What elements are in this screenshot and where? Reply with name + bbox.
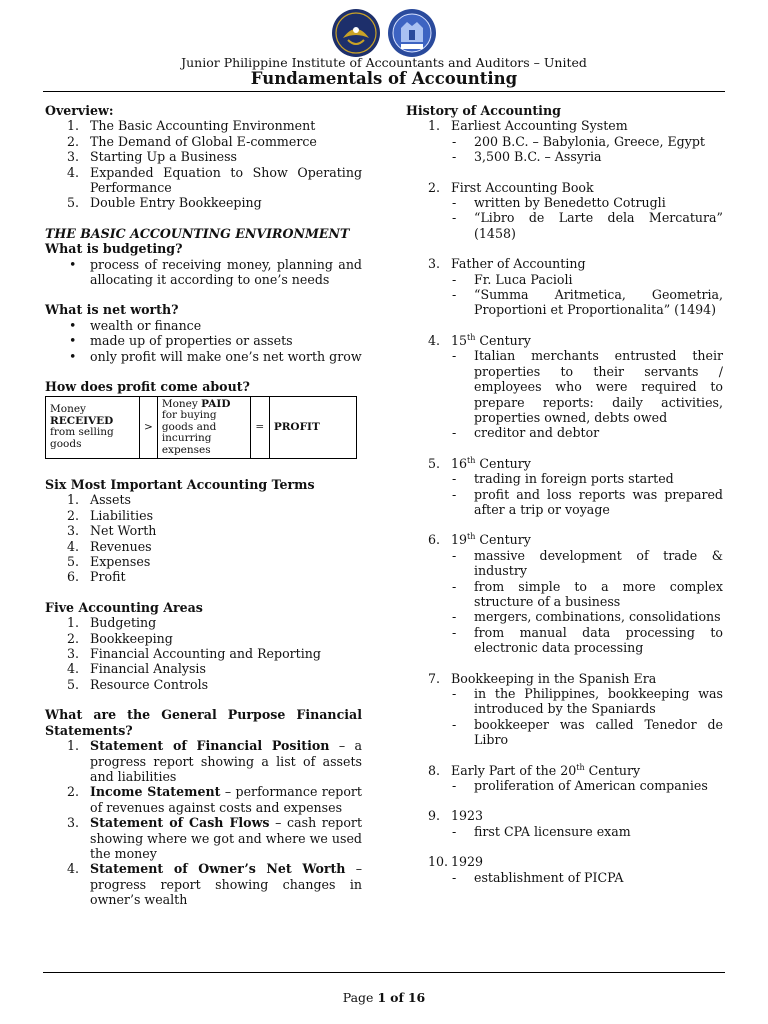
history-detail-text: Fr. Luca Pacioli <box>474 271 573 287</box>
seal-logo-right <box>387 8 437 58</box>
list-item <box>45 165 362 196</box>
history-entry <box>406 256 723 271</box>
budgeting-question: What is budgeting? <box>45 241 183 257</box>
list-number: 2. <box>67 507 80 523</box>
list-item-text: Financial Analysis <box>90 661 206 677</box>
history-title: 16th Century <box>451 455 531 471</box>
list-number: 8. <box>428 762 441 778</box>
list-number: 2. <box>67 784 80 800</box>
list-number: 4. <box>67 538 80 554</box>
list-number: 7. <box>428 670 441 686</box>
header-logos <box>0 8 768 58</box>
history-entry <box>406 180 723 195</box>
list-item <box>45 631 362 646</box>
equation-operator: > <box>140 396 158 459</box>
list-item <box>45 554 362 569</box>
networth-question: What is net worth? <box>45 302 179 318</box>
dash-marker: - <box>452 486 457 502</box>
statement-text <box>90 784 362 815</box>
history-detail-text: trading in foreign ports started <box>474 471 674 487</box>
spacer <box>406 165 723 180</box>
budgeting-answer: process of receiving money, planning and allocating it according to one’s needs <box>90 256 362 288</box>
list-number: 5. <box>428 455 441 471</box>
history-detail <box>406 548 723 579</box>
history-detail <box>406 134 723 149</box>
dash-marker: - <box>452 425 457 441</box>
list-item-text: Assets <box>90 492 131 508</box>
statement-text <box>90 815 362 861</box>
list-number: 5. <box>67 195 80 211</box>
list-item <box>45 508 362 523</box>
dash-marker: - <box>452 133 457 149</box>
dash-marker: - <box>452 287 457 303</box>
history-detail-text: “Summa Aritmetica, Geometria, Proportioni et Proportionalita” (1494) <box>474 287 723 318</box>
dash-marker: - <box>452 348 457 364</box>
list-number: 1. <box>67 492 80 508</box>
history-entry <box>406 333 723 348</box>
dash-marker: - <box>452 271 457 287</box>
list-item-text: Profit <box>90 569 126 585</box>
list-item <box>45 784 362 815</box>
list-item <box>45 646 362 661</box>
equation-equals: = <box>250 396 269 459</box>
history-detail <box>406 778 723 793</box>
list-item <box>45 149 362 164</box>
history-detail <box>406 824 723 839</box>
history-detail-text: in the Philippines, bookkeeping was introduced by the Spaniards <box>474 686 723 717</box>
networth-list <box>45 318 362 364</box>
list-item <box>45 539 362 554</box>
list-number: 9. <box>428 808 441 824</box>
history-detail <box>406 870 723 885</box>
list-number: 4. <box>67 164 80 180</box>
spacer <box>406 517 723 532</box>
history-detail-text: from manual data processing to electronic data processing <box>474 624 723 656</box>
list-item <box>45 492 362 507</box>
history-detail-text: massive development of trade & industry <box>474 547 723 579</box>
list-number: 5. <box>67 554 80 570</box>
statement-name: Income Statement <box>90 784 221 800</box>
history-detail <box>406 609 723 624</box>
list-item <box>45 118 362 133</box>
list-number: 2. <box>67 630 80 646</box>
dash-marker: - <box>452 471 457 487</box>
list-item-text: only profit will make one’s net worth grow <box>90 348 362 364</box>
profit-question: How does profit come about? <box>45 379 250 395</box>
history-heading: History of Accounting <box>406 103 561 118</box>
history-detail <box>406 625 723 656</box>
history-title: First Accounting Book <box>451 179 594 195</box>
spacer <box>406 748 723 763</box>
list-number: 4. <box>67 661 80 677</box>
list-item-text: Budgeting <box>90 615 157 631</box>
history-detail-text: creditor and debtor <box>474 425 600 441</box>
organization-name: Junior Philippine Institute of Accountants and Auditors – United <box>181 55 587 70</box>
dash-marker: - <box>452 578 457 594</box>
statement-name: Statement of Owner’s Net Worth <box>90 861 346 877</box>
dash-marker: - <box>452 210 457 226</box>
list-number: 4. <box>67 861 80 877</box>
history-detail <box>406 272 723 287</box>
history-title: Early Part of the 20th Century <box>451 762 641 778</box>
list-item <box>45 569 362 584</box>
list-item-text: Net Worth <box>90 523 157 539</box>
history-detail-text: 3,500 B.C. – Assyria <box>474 149 602 165</box>
list-item <box>45 815 362 861</box>
spacer <box>406 441 723 456</box>
history-detail <box>406 210 723 241</box>
history-entry <box>406 532 723 547</box>
list-item <box>45 257 362 288</box>
header-divider <box>43 91 725 92</box>
terms-heading: Six Most Important Accounting Terms <box>45 477 315 492</box>
overview-list <box>45 118 362 210</box>
history-detail <box>406 348 723 425</box>
history-title: Earliest Accounting System <box>451 118 628 134</box>
history-detail-text: first CPA licensure exam <box>474 823 631 839</box>
history-detail-text: mergers, combinations, consolidations <box>474 609 721 625</box>
statement-desc: – cash report showing where we got and where we used the money <box>90 815 362 861</box>
bullet-icon: • <box>69 317 77 333</box>
statement-name: Statement of Financial Position <box>90 738 330 754</box>
history-detail-text: proliferation of American companies <box>474 778 708 794</box>
history-title: Father of Accounting <box>451 256 586 272</box>
list-number: 3. <box>67 523 80 539</box>
list-item-text: wealth or finance <box>90 317 202 333</box>
bullet-icon: • <box>69 348 77 364</box>
list-number: 2. <box>67 133 80 149</box>
history-entry <box>406 808 723 823</box>
list-item <box>45 318 362 333</box>
document-title: Fundamentals of Accounting <box>250 69 518 88</box>
history-detail <box>406 287 723 318</box>
history-detail <box>406 195 723 210</box>
list-item-text: The Basic Accounting Environment <box>90 118 316 134</box>
dash-marker: - <box>452 778 457 794</box>
dash-marker: - <box>452 686 457 701</box>
history-title: Bookkeeping in the Spanish Era <box>451 670 657 686</box>
list-item-text: made up of properties or assets <box>90 333 293 349</box>
list-item-text: Double Entry Bookkeeping <box>90 195 262 211</box>
list-number: 3. <box>67 149 80 165</box>
list-number: 6. <box>67 569 80 585</box>
list-number: 1. <box>428 118 441 134</box>
areas-list <box>45 615 362 692</box>
list-number: 3. <box>67 646 80 662</box>
list-item <box>45 195 362 210</box>
list-number: 4. <box>428 332 441 348</box>
spacer <box>406 793 723 808</box>
history-detail-text: Italian merchants entrusted their properties to their servants / employees who were required to prepare reports: daily activities, properties owned, debts owed <box>474 348 723 425</box>
statement-desc: – progress report showing changes in owner’s wealth <box>90 861 362 908</box>
history-entry <box>406 671 723 686</box>
equation-paid-cell: Money PAID for buying goods and incurring expenses <box>157 396 250 459</box>
list-item <box>45 615 362 630</box>
history-entry <box>406 456 723 471</box>
history-detail-text: from simple to a more complex structure of a business <box>474 578 723 609</box>
seal-logo-left <box>331 8 381 58</box>
history-entry <box>406 854 723 869</box>
list-item <box>45 661 362 676</box>
dash-marker: - <box>452 609 457 625</box>
terms-list <box>45 492 362 584</box>
dash-marker: - <box>452 716 457 732</box>
overview-heading: Overview: <box>45 103 114 118</box>
list-number: 6. <box>428 532 441 548</box>
list-number: 1. <box>67 118 80 134</box>
list-item <box>45 738 362 784</box>
history-title: 19th Century <box>451 532 531 548</box>
footer-divider <box>43 972 725 973</box>
spacer <box>406 241 723 256</box>
dash-marker: - <box>452 547 457 563</box>
history-detail <box>406 471 723 486</box>
equation-received-cell: Money RECEIVED from selling goods <box>46 396 140 459</box>
dash-marker: - <box>452 823 457 839</box>
spacer <box>406 839 723 854</box>
section-heading: THE BASIC ACCOUNTING ENVIRONMENT <box>45 225 350 241</box>
dash-marker: - <box>452 149 457 165</box>
bullet-icon: • <box>69 256 77 272</box>
list-item-text: Resource Controls <box>90 676 209 692</box>
statements-heading: What are the General Purpose Financial Statements? <box>45 707 362 738</box>
list-item-text: Expenses <box>90 554 151 570</box>
history-detail <box>406 686 723 717</box>
history-entry <box>406 763 723 778</box>
total-pages: 16 <box>407 990 426 1005</box>
list-item-text: Starting Up a Business <box>90 149 238 165</box>
history-detail <box>406 149 723 164</box>
history-detail <box>406 579 723 610</box>
statement-desc: – performance report of revenues against costs and expenses <box>90 784 362 815</box>
list-number: 10. <box>428 854 449 870</box>
spacer <box>406 656 723 671</box>
history-detail-text: written by Benedetto Cotrugli <box>474 195 666 211</box>
history-detail-text: bookkeeper was called Tenedor de Libro <box>474 716 723 748</box>
list-item <box>45 333 362 348</box>
bullet-icon: • <box>69 333 77 349</box>
list-number: 2. <box>428 179 441 195</box>
history-detail <box>406 425 723 440</box>
history-detail-text: 200 B.C. – Babylonia, Greece, Egypt <box>474 133 705 149</box>
list-number: 5. <box>67 676 80 692</box>
dash-marker: - <box>452 195 457 211</box>
history-detail-text: establishment of PICPA <box>474 869 624 885</box>
history-detail-text: profit and loss reports was prepared after a trip or voyage <box>474 486 723 517</box>
statement-text <box>90 861 362 907</box>
list-item <box>45 134 362 149</box>
spacer <box>406 318 723 333</box>
list-item-text: Revenues <box>90 538 152 554</box>
history-entry <box>406 118 723 133</box>
history-detail <box>406 717 723 748</box>
areas-heading: Five Accounting Areas <box>45 599 203 615</box>
statement-text <box>90 738 362 784</box>
left-column <box>45 103 362 908</box>
list-item <box>45 523 362 538</box>
statements-list <box>45 738 362 907</box>
list-item <box>45 349 362 364</box>
dash-marker: - <box>452 869 457 885</box>
list-item <box>45 677 362 692</box>
list-item-text: Liabilities <box>90 507 154 523</box>
list-number: 1. <box>67 615 80 631</box>
statement-desc: – a progress report showing a list of assets and liabilities <box>90 738 363 784</box>
history-title: 1923 <box>451 808 484 824</box>
list-number: 3. <box>428 256 441 272</box>
list-item-text: Bookkeeping <box>90 630 173 646</box>
list-number: 3. <box>67 815 80 831</box>
history-list <box>406 118 723 885</box>
list-item-text: Expanded Equation to Show Operating Performance <box>90 164 362 196</box>
right-column <box>406 103 723 885</box>
profit-equation-table <box>45 396 357 460</box>
list-number: 1. <box>67 738 80 754</box>
list-item-text: Financial Accounting and Reporting <box>90 646 321 662</box>
history-title: 1929 <box>451 854 484 870</box>
equation-result: PROFIT <box>269 396 356 459</box>
history-detail <box>406 487 723 518</box>
list-item-text: The Demand of Global E-commerce <box>90 133 317 149</box>
statement-name: Statement of Cash Flows <box>90 815 270 831</box>
current-page: 1 <box>377 990 387 1005</box>
page-footer: Page 1 of 16 <box>342 990 426 1005</box>
history-detail-text: “Libro de Larte dela Mercatura” (1458) <box>474 210 723 241</box>
dash-marker: - <box>452 624 457 640</box>
history-title: 15th Century <box>451 332 531 348</box>
list-item <box>45 861 362 907</box>
